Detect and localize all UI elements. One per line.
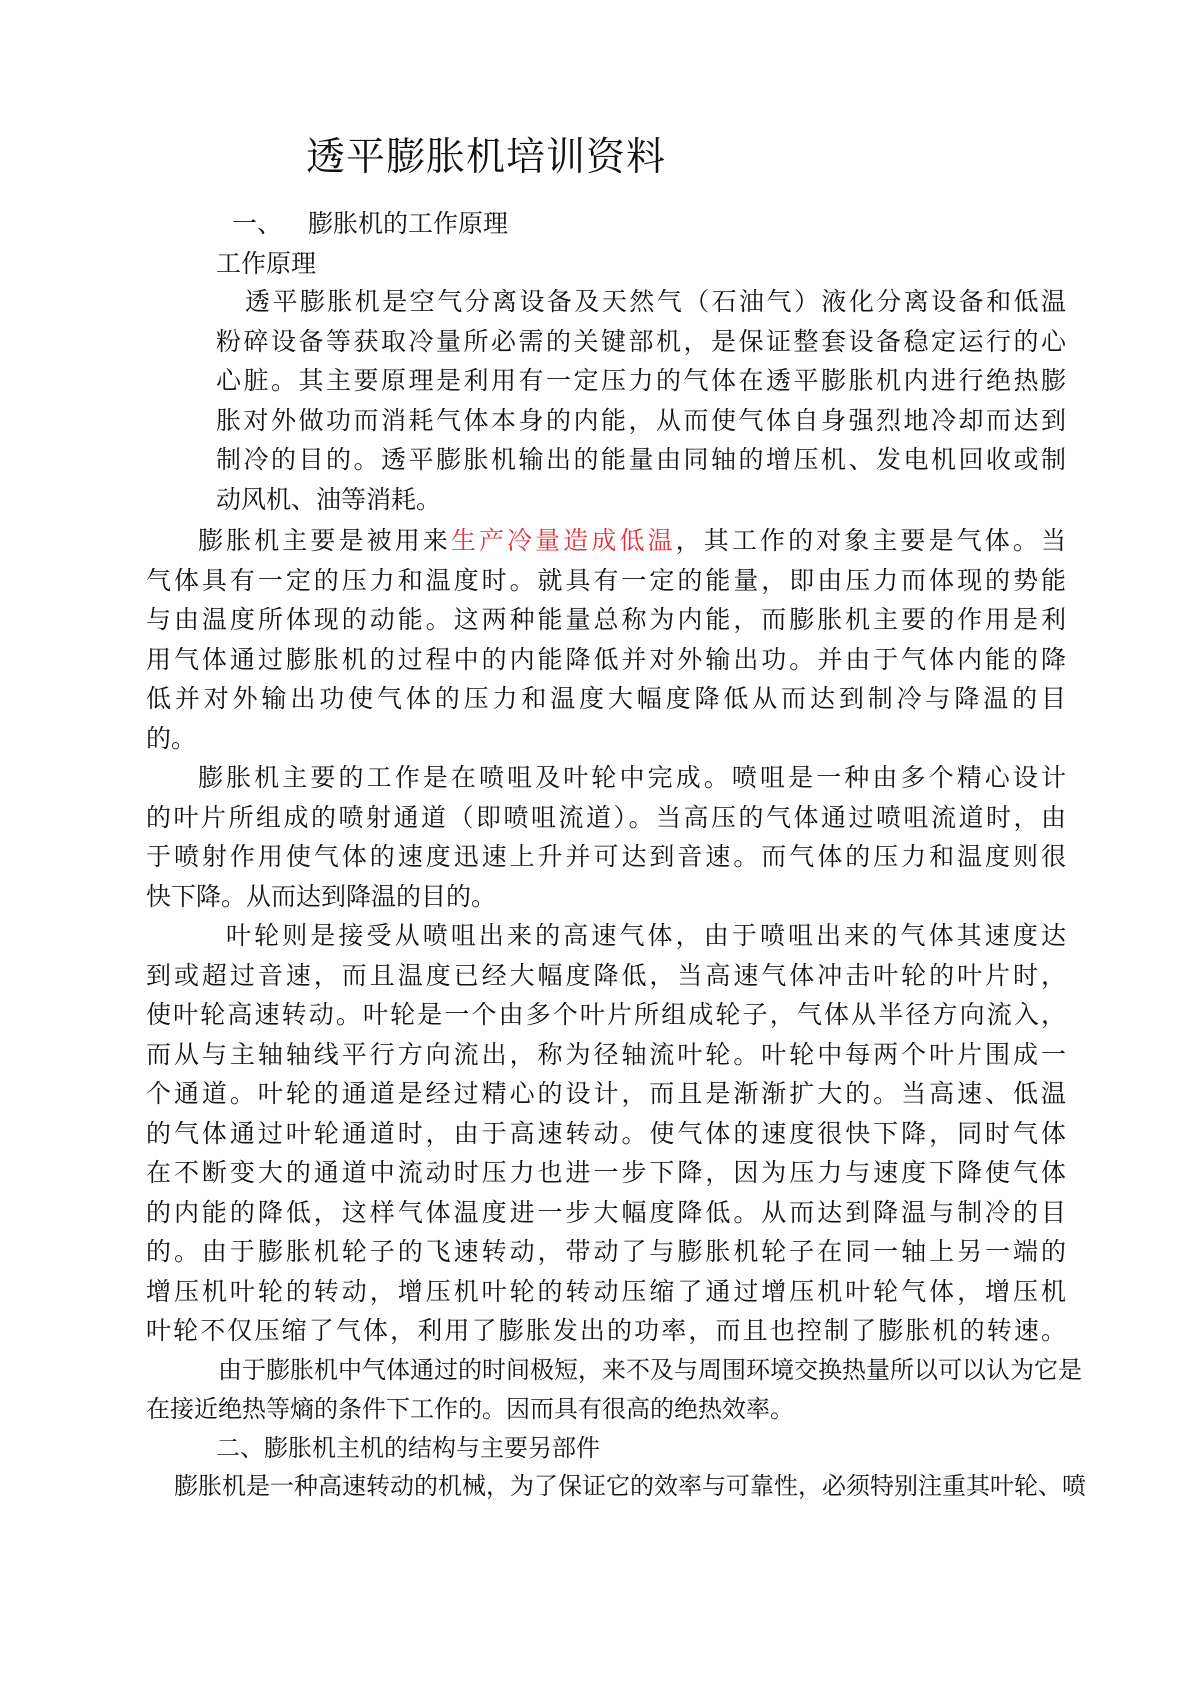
paragraph-line: 叶轮不仅压缩了气体，利用了膨胀发出的功率，而且也控制了膨胀机的转速。 [146,1316,1066,1345]
paragraph-line: 使叶轮高速转动。叶轮是一个由多个叶片所组成轮子，气体从半径方向流入， [146,1000,1066,1029]
paragraph-line: 动风机、油等消耗。 [216,484,442,514]
text-run: ，其工作的对象主要是气体。当 [675,526,1066,555]
paragraph-line: 气体具有一定的压力和温度时。就具有一定的能量，即由压力而体现的势能 [146,565,1066,595]
paragraph-line: 而从与主轴轴线平行方向流出，称为径轴流叶轮。叶轮中每两个叶片围成一 [146,1039,1066,1069]
paragraph-line: 的气体通过叶轮通道时，由于高速转动。使气体的速度很快下降，同时气体 [146,1118,1066,1148]
paragraph-line: 的。 [146,723,197,753]
paragraph-line: 膨胀机主要的工作是在喷咀及叶轮中完成。喷咀是一种由多个精心设计 [198,763,1066,792]
paragraph-line: 低并对外输出功使气体的压力和温度大幅度降低从而达到制冷与降温的目 [146,684,1066,713]
section-number: 一、 [232,209,283,238]
paragraph-function [146,521,1066,758]
paragraph-structure [174,1466,1086,1506]
paragraph-line: 膨胀机是一种高速转动的机械，为了保证它的效率与可靠性，必须特别注重其叶轮、喷 [174,1472,1086,1500]
paragraph-line: 制冷的目的。透平膨胀机输出的能量由同轴的增压机、发电机回收或制 [216,445,1066,474]
paragraph-impeller [146,916,1066,1351]
paragraph-line: 胀对外做功而消耗气体本身的内能，从而使气体自身强烈地冷却而达到 [216,405,1066,435]
paragraph-line: 的内能的降低，这样气体温度进一步大幅度降低。从而达到降温与制冷的目 [146,1197,1066,1227]
section-heading-2: 二、膨胀机主机的结构与主要另部件 [216,1434,600,1462]
paragraph-line: 用气体通过膨胀机的过程中的内能降低并对外输出功。并由于气体内能的降 [146,644,1066,674]
paragraph-line: 快下降。从而达到降温的目的。 [146,881,497,911]
section-heading-text: 膨胀机的工作原理 [308,209,509,238]
paragraph-line: 在接近绝热等熵的条件下工作的。因而具有很高的绝热效率。 [146,1395,794,1423]
paragraph-line [146,521,1066,561]
intro-paragraph [216,282,1066,519]
paragraph-line: 心脏。其主要原理是利用有一定压力的气体在透平膨胀机内进行绝热膨 [216,366,1066,395]
subsection-heading: 工作原理 [216,249,317,278]
paragraph-line: 增压机叶轮的转动，增压机叶轮的转动压缩了通过增压机叶轮气体，增压机 [146,1276,1066,1306]
paragraph-line: 到或超过音速，而且温度已经大幅度降低，当高速气体冲击叶轮的叶片时， [146,960,1066,990]
paragraph-line: 的叶片所组成的喷射通道（即喷咀流道）。当高压的气体通过喷咀流道时，由 [146,802,1066,832]
paragraph-line: 的。由于膨胀机轮子的飞速转动，带动了与膨胀机轮子在同一轴上另一端的 [146,1237,1066,1266]
section-heading-1 [232,204,508,244]
paragraph-line: 透平膨胀机是空气分离设备及天然气（石油气）液化分离设备和低温 [245,287,1066,316]
paragraph-line: 于喷射作用使气体的速度迅速上升并可达到音速。而气体的压力和温度则很 [146,842,1066,871]
document-title: 透平膨胀机培训资料 [306,135,667,180]
paragraph-line: 在不断变大的通道中流动时压力也进一步下降，因为压力与速度下降使气体 [146,1158,1066,1187]
paragraph-nozzle [146,758,1066,916]
paragraph-line: 叶轮则是接受从喷咀出来的高速气体，由于喷咀出来的气体其速度达 [226,921,1066,950]
text-run: 膨胀机主要是被用来 [198,526,451,555]
highlighted-text: 生产冷量造成低温 [450,526,676,555]
paragraph-line: 粉碎设备等获取冷量所必需的关键部机，是保证整套设备稳定运行的心 [216,326,1066,356]
paragraph-line: 由于膨胀机中气体通过的时间极短，来不及与周围环境交换热量所以可以认为它是 [218,1356,1082,1384]
paragraph-adiabatic [146,1351,1082,1429]
paragraph-line: 个通道。叶轮的通道是经过精心的设计，而且是渐渐扩大的。当高速、低温 [146,1079,1066,1108]
paragraph-line: 与由温度所体现的动能。这两种能量总称为内能，而膨胀机主要的作用是利 [146,605,1066,634]
